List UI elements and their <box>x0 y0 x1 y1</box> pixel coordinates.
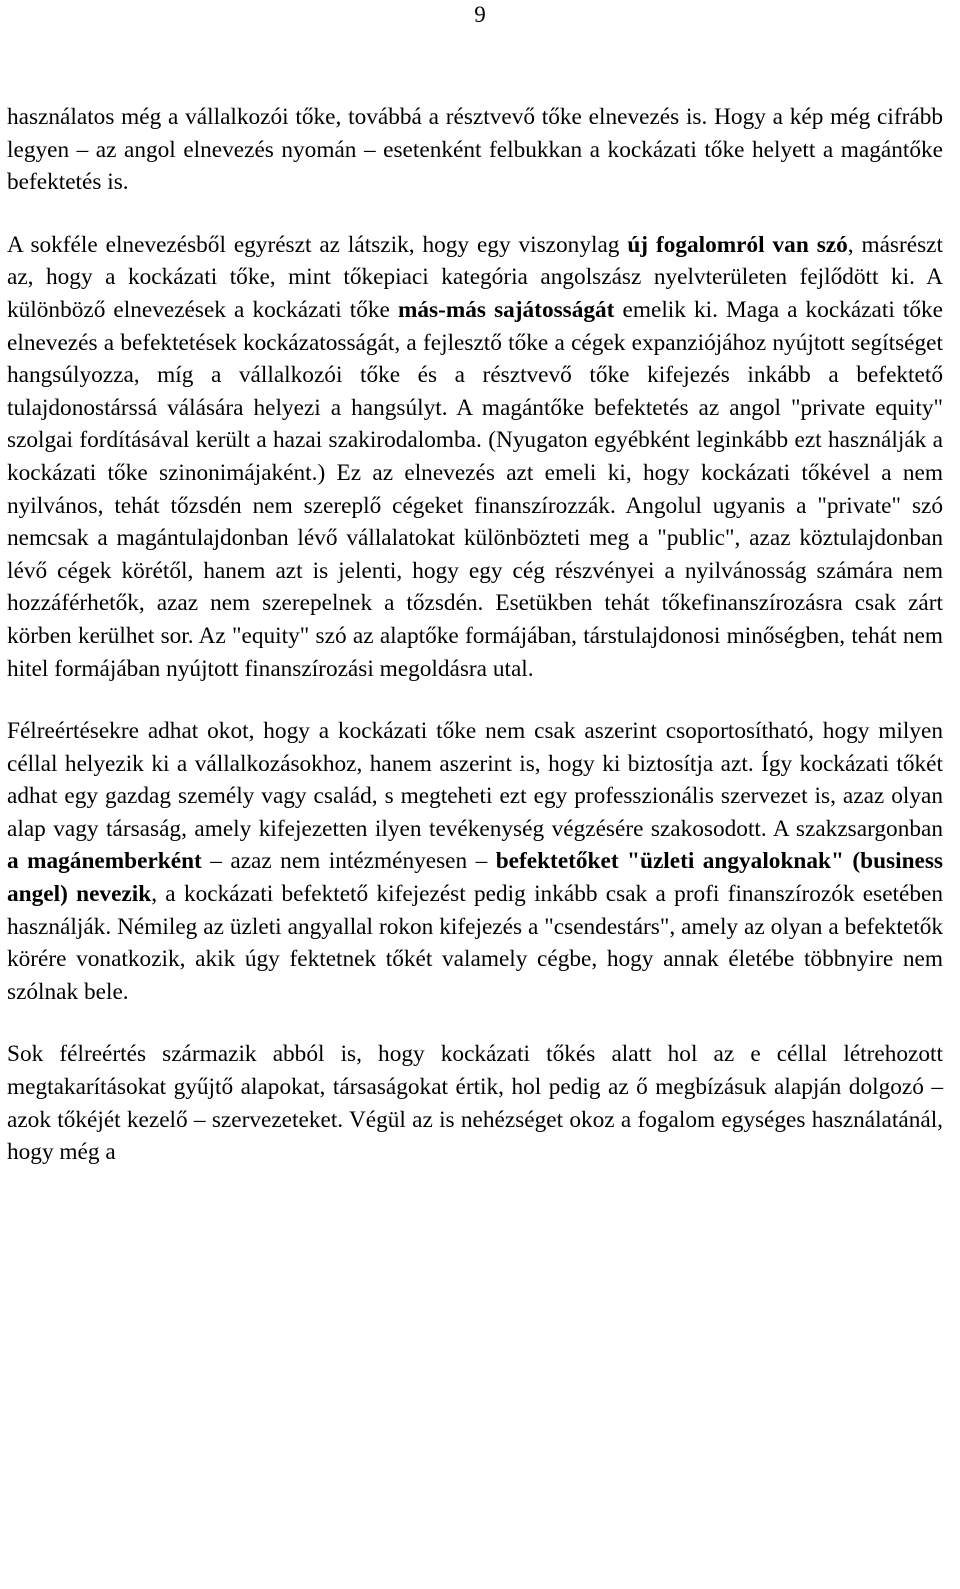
bold-text-run: a magánemberként <box>7 848 202 875</box>
text-run: A sokféle elnevezésből egyrészt az látszik, hogy egy viszonylag <box>7 231 628 258</box>
text-run: használatos még a vállalkozói tőke, továbbá a résztvevő tőke elnevezés is. Hogy a kép még cifrább legyen – az angol elnevezés nyomán – esetenként felbukkan a kockázati tőke helyett a magántőke befektetés is. <box>7 104 943 196</box>
text-run: Félreértésekre adhat okot, hogy a kockázati tőke nem csak aszerint csoportosítható, hogy milyen céllal helyezik ki a vállalkozásokhoz, hanem aszerint is, hogy ki biztosítja azt. Így kockázati tőkét adhat egy gazdag személy vagy család, s megteheti ezt egy professzionális szervezet is, azaz olyan alap vagy társaság, amely kifejezetten ilyen tevékenység végzésére szakosodott. A szakzsargonban <box>7 718 943 842</box>
page-number: 9 <box>474 2 486 27</box>
document-body <box>7 101 943 1169</box>
paragraph <box>7 715 943 1008</box>
paragraph <box>7 101 943 199</box>
text-run: , a kockázati befektető kifejezést pedig inkább csak a profi finanszírozók esetében használják. Némileg az üzleti angyallal rokon kifejezés a "csendestárs", amely az olyan a befektetők körére vonatkozik, akik úgy fektetnek tőkét valamely cégbe, hogy annak életébe többnyire nem szólnak bele. <box>7 881 943 1005</box>
bold-text-run: új fogalomról van szó <box>627 231 848 258</box>
bold-text-run: más-más sajátosságát <box>397 296 615 323</box>
text-run: – azaz nem intézményesen – <box>201 848 496 875</box>
paragraph <box>7 1038 943 1168</box>
paragraph <box>7 229 943 685</box>
bold-text-run: befektetőket "üzleti angyaloknak" (business angel) nevezik <box>7 848 943 908</box>
text-run: emelik ki. Maga a kockázati tőke elnevezés a befektetések kockázatosságát, a fejlesztő tőke a cégek expanziójához nyújtott segítséget hangsúlyozza, míg a vállalkozói tőke és a résztvevő tőke kifejezés inkább a befektető tulajdonostárssá válására helyezi a hangsúlyt. A magántőke befektetés az angol "private equity" szolgai fordításával került a hazai szakirodalomba. (Nyugaton egyébként leginkább ezt használják a kockázati tőke szinonimájaként.) Ez az elnevezés azt emeli ki, hogy kockázati tőkével a nem nyilvános, tehát tőzsdén nem szereplő cégeket finanszírozzák. Angolul ugyanis a "private" szó nemcsak a magántulajdonban lévő vállalatokat különbözteti meg a "public", azaz köztulajdonban lévő cégek körétől, hanem azt is jelenti, hogy egy cég részvényei a nyilvánosság számára nem hozzáférhetők, azaz nem szerepelnek a tőzsdén. Esetükben tehát tőkefinanszírozásra csak zárt körben kerülhet sor. Az "equity" szó az alaptőke formájában, társtulajdonosi minőségben, tehát nem hitel formájában nyújtott finanszírozási megoldásra utal. <box>7 296 943 682</box>
text-run: , másrészt az, hogy a kockázati tőke, mint tőkepiaci kategória angolszász nyelvterületen fejlődött ki. A különböző elnevezések a kockázati tőke <box>7 231 943 323</box>
text-run: Sok félreértés származik abból is, hogy kockázati tőkés alatt hol az e céllal létrehozott megtakarításokat gyűjtő alapokat, társaságokat értik, hol pedig az ő megbízásuk alapján dolgozó – azok tőkéjét kezelő – szervezeteket. Végül az is nehézséget okoz a fogalom egységes használatánál, hogy még a <box>7 1041 943 1166</box>
